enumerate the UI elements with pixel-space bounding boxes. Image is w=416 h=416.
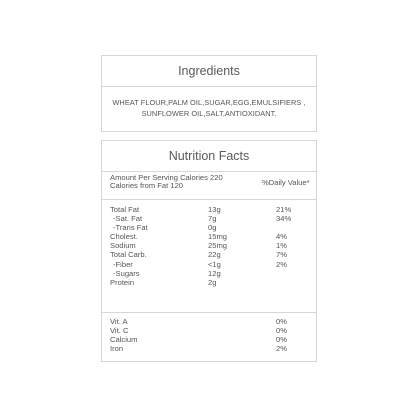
nutrient-amount: 22g: [208, 250, 221, 260]
nutrient-amount: 13g: [208, 205, 221, 214]
nutrient-row: [102, 241, 316, 250]
nutrient-row: [102, 223, 316, 232]
nutrient-row: [102, 269, 316, 278]
vitamin-row: [102, 326, 316, 335]
vitamin-name: Iron: [110, 344, 124, 354]
vitamin-daily-value: 0%: [276, 317, 287, 326]
nutrient-row: [102, 260, 316, 269]
nutrient-row: [102, 250, 316, 259]
nutrient-name: -Trans Fat: [113, 223, 148, 233]
vitamins-table: [102, 313, 316, 363]
ingredients-line-2: SUNFLOWER OIL,SALT,ANTIOXIDANT.: [141, 109, 277, 118]
nutrient-row: [102, 205, 316, 214]
nutrition-facts-panel: [101, 140, 317, 362]
vitamin-name: Vit. A: [110, 317, 128, 326]
vitamin-daily-value: 0%: [276, 326, 287, 336]
serving-info: [102, 172, 316, 200]
nutrition-facts-title: Nutrition Facts: [102, 141, 316, 172]
vitamin-row: [102, 344, 316, 353]
nutrient-name: -Fiber: [113, 259, 133, 269]
nutrient-name: -Sugars: [113, 268, 140, 278]
nutrient-row: [102, 232, 316, 241]
nutrient-amount: 2g: [208, 277, 217, 287]
nutrient-amount: 25mg: [208, 241, 227, 251]
nutrient-daily-value: 2%: [276, 259, 287, 269]
daily-value-header: %Daily Value*: [262, 178, 310, 187]
nutrient-daily-value: 21%: [276, 205, 292, 214]
vitamin-name: Vit. C: [110, 326, 129, 336]
nutrient-daily-value: 7%: [276, 250, 287, 260]
nutrient-amount: 15mg: [208, 232, 227, 242]
nutrient-row: [102, 214, 316, 223]
ingredients-panel: [101, 55, 317, 132]
vitamin-daily-value: 0%: [276, 335, 287, 345]
nutrient-daily-value: 34%: [276, 214, 292, 224]
nutrient-name: Total Fat: [110, 205, 140, 214]
vitamin-row: [102, 317, 316, 326]
calories-per-serving: Amount Per Serving Calories 220: [110, 173, 223, 182]
nutrients-table: [102, 200, 316, 313]
vitamin-daily-value: 2%: [276, 344, 287, 354]
nutrient-name: Protein: [110, 277, 135, 287]
nutrient-amount: <1g: [208, 259, 221, 269]
vitamin-name: Calcium: [110, 335, 138, 345]
ingredients-line-1: WHEAT FLOUR,PALM OIL,SUGAR,EGG,EMULSIFIERS ,: [112, 98, 306, 107]
nutrient-row: [102, 278, 316, 287]
vitamin-row: [102, 335, 316, 344]
calories-from-fat: Calories from Fat 120: [110, 181, 184, 190]
nutrient-name: Cholest.: [110, 232, 138, 242]
nutrient-amount: 7g: [208, 214, 217, 224]
ingredients-title: Ingredients: [102, 56, 316, 87]
nutrient-name: Total Carb.: [110, 250, 147, 260]
nutrient-amount: 12g: [208, 268, 221, 278]
nutrient-daily-value: 1%: [276, 241, 287, 251]
nutrient-amount: 0g: [208, 223, 217, 233]
ingredients-text: [102, 87, 316, 119]
nutrient-name: Sodium: [110, 241, 136, 251]
serving-calories: [110, 174, 223, 190]
nutrient-daily-value: 4%: [276, 232, 287, 242]
nutrient-name: -Sat. Fat: [113, 214, 143, 224]
